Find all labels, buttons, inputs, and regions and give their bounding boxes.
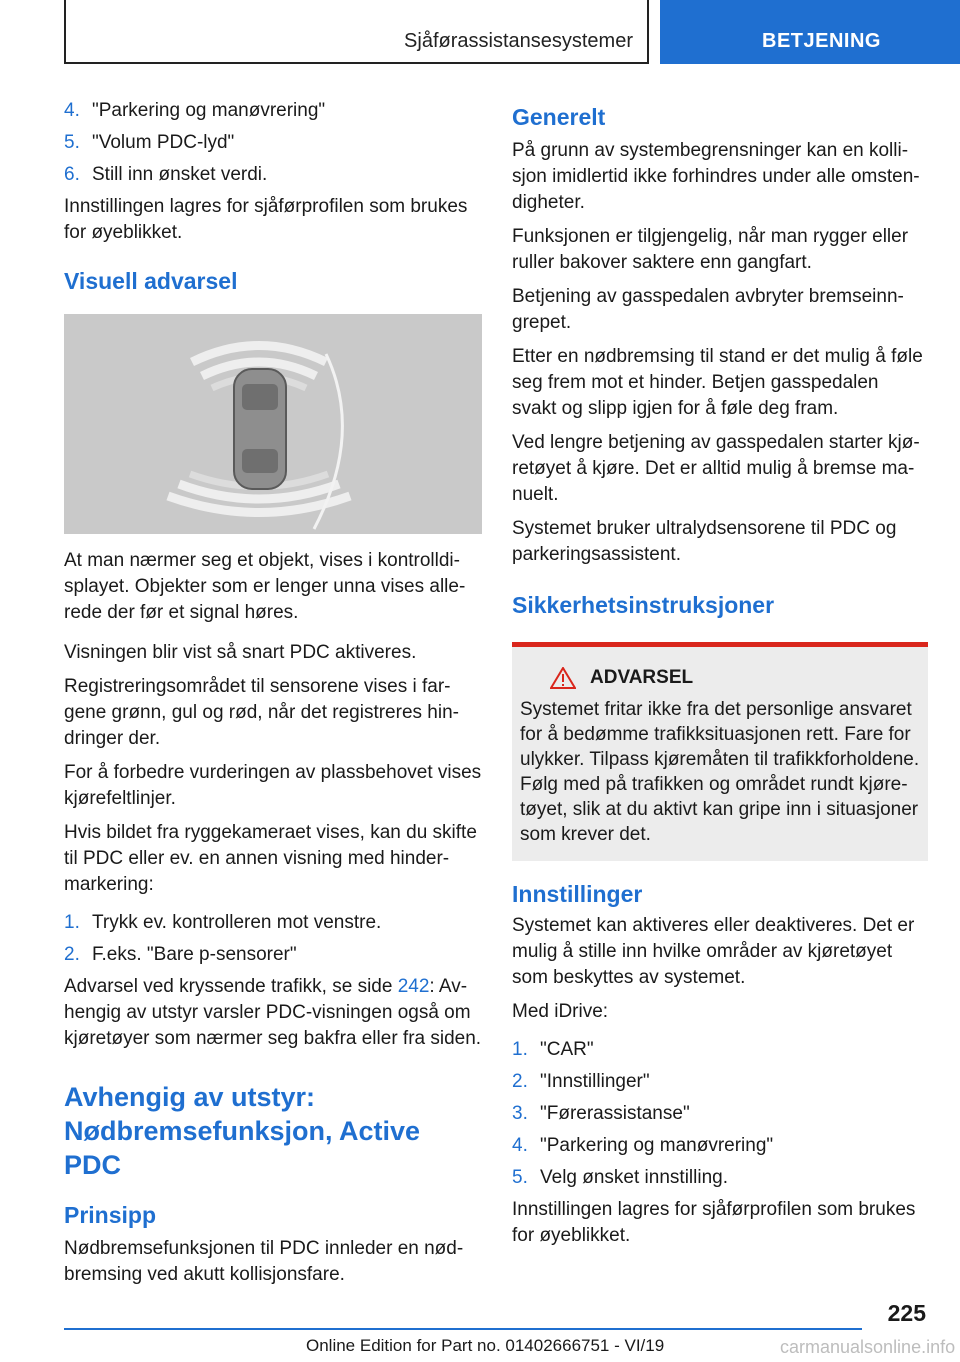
list-item: 5. "Volum PDC-lyd" bbox=[64, 132, 235, 153]
paragraph: Visningen blir vist så snart PDC aktiveres. bbox=[64, 642, 417, 663]
paragraph: For å forbedre vurderingen av plassbehovet vises kjørefeltlinjer. bbox=[64, 762, 482, 809]
list-item: 4. "Parkering og manøvrering" bbox=[512, 1135, 774, 1156]
warning-triangle-icon bbox=[550, 667, 576, 689]
paragraph: Betjening av gasspedalen avbryter bremseinn- grepet. bbox=[512, 286, 904, 333]
page-number: 225 bbox=[887, 1300, 926, 1326]
paragraph: Med iDrive: bbox=[512, 1001, 609, 1022]
heading-visual-warning: Visuell advarsel bbox=[64, 268, 238, 294]
left-column bbox=[64, 98, 482, 1296]
list-item: 4. "Parkering og manøvrering" bbox=[64, 100, 326, 121]
list-item: 1. "CAR" bbox=[512, 1039, 594, 1060]
step-list bbox=[64, 98, 482, 188]
heading-general: Generelt bbox=[512, 104, 606, 130]
paragraph: På grunn av systembegrensninger kan en kolli- sjon imidlertid ikke forhindres under alle omsten- digheter. bbox=[512, 140, 920, 213]
paragraph: At man nærmer seg et objekt, vises i kontrolldi- splayet. Objekter som er lenger unna vises alle- rede der før et signal høres. bbox=[64, 550, 466, 623]
header-chapter-tab[interactable] bbox=[660, 0, 960, 64]
paragraph: Registreringsområdet til sensorene vises i far- gene grønn, gul og rød, når det registreres hin- dringer der. bbox=[64, 676, 459, 749]
list-item: 5. Velg ønsket innstilling. bbox=[512, 1167, 728, 1188]
paragraph: Systemet kan aktiveres eller deaktiveres. Det er mulig å stille inn hvilke områder av kjøretøyet som beskyttes av systemet. bbox=[512, 915, 915, 988]
paragraph: Funksjonen er tilgjengelig, når man rygger eller ruller bakover saktere enn gangfart. bbox=[512, 226, 909, 273]
warning-title: ADVARSEL bbox=[590, 667, 694, 688]
footer-watermark: carmanualsonline.info bbox=[780, 1337, 956, 1357]
list-item: 2. F.eks. "Bare p-sensorer" bbox=[64, 944, 297, 965]
paragraph: Etter en nødbremsing til stand er det mulig å føle seg frem mot et hinder. Betjen gasspedalen svakt og slipp igjen for å føle deg fram. bbox=[512, 346, 923, 419]
footer-edition: Online Edition for Part no. 01402666751 - VI/19 bbox=[306, 1336, 665, 1355]
paragraph: Hvis bildet fra ryggekameraet vises, kan du skifte til PDC eller ev. en annen visning med hinder- markering: bbox=[64, 822, 477, 895]
paragraph: Innstillingen lagres for sjåførprofilen som brukes for øyeblikket. bbox=[512, 1199, 916, 1246]
paragraph: Systemet bruker ultralydsensorene til PDC og parkeringsassistent. bbox=[512, 518, 897, 565]
heading-safety: Sikkerhetsinstruksjoner bbox=[512, 592, 775, 618]
list-item: 1. Trykk ev. kontrolleren mot venstre. bbox=[64, 912, 382, 933]
page-link[interactable]: 242 bbox=[397, 976, 430, 997]
paragraph: Nødbremsefunksjonen til PDC innleder en nød- bremsing ved akutt kollisjonsfare. bbox=[64, 1238, 464, 1285]
heading-feature-line1: Avhengig av utstyr: bbox=[64, 1082, 316, 1112]
header-section-box bbox=[64, 0, 649, 64]
paragraph: Innstillingen lagres for sjåførprofilen som brukes for øyeblikket. bbox=[64, 196, 468, 243]
pdc-display-illustration bbox=[64, 314, 482, 534]
warning-text: Systemet fritar ikke fra det personlige ansvaret for å bedømme trafikksituasjonen rett. Fare for ulykker. Tilpass kjøremåten til trafikkforholdene. Følg med på trafikken og området rundt kjøre- tøyet, slik at du aktivt kan gripe inn i situasjoner som krever det. bbox=[520, 699, 920, 845]
list-item: 3. "Førerassistanse" bbox=[512, 1103, 690, 1124]
right-column bbox=[512, 98, 928, 1257]
warning-box bbox=[512, 642, 928, 861]
list-item: 2. "Innstillinger" bbox=[512, 1071, 650, 1092]
paragraph: Ved lengre betjening av gasspedalen starter kjø- retøyet å kjøre. Det er alltid mulig å bremse ma- nuelt. bbox=[512, 432, 920, 505]
list-item: 6. Still inn ønsket verdi. bbox=[64, 164, 268, 185]
header-section-title: Sjåførassistansesystemer bbox=[404, 30, 633, 52]
footer-rule bbox=[64, 1328, 862, 1330]
heading-principle: Prinsipp bbox=[64, 1202, 157, 1228]
paragraph-cross-traffic: Advarsel ved kryssende trafikk, se side 242: Av- hengig av utstyr varsler PDC-visningen også om kjøretøyer som nærmer seg bakfra eller fra siden. bbox=[64, 976, 482, 1049]
step-list bbox=[512, 1037, 928, 1191]
step-list bbox=[64, 910, 482, 968]
heading-settings: Innstillinger bbox=[512, 881, 643, 907]
heading-feature-line2: Nødbremsefunksjon, Active PDC bbox=[64, 1116, 421, 1180]
header-chapter-title: BETJENING bbox=[762, 30, 881, 52]
